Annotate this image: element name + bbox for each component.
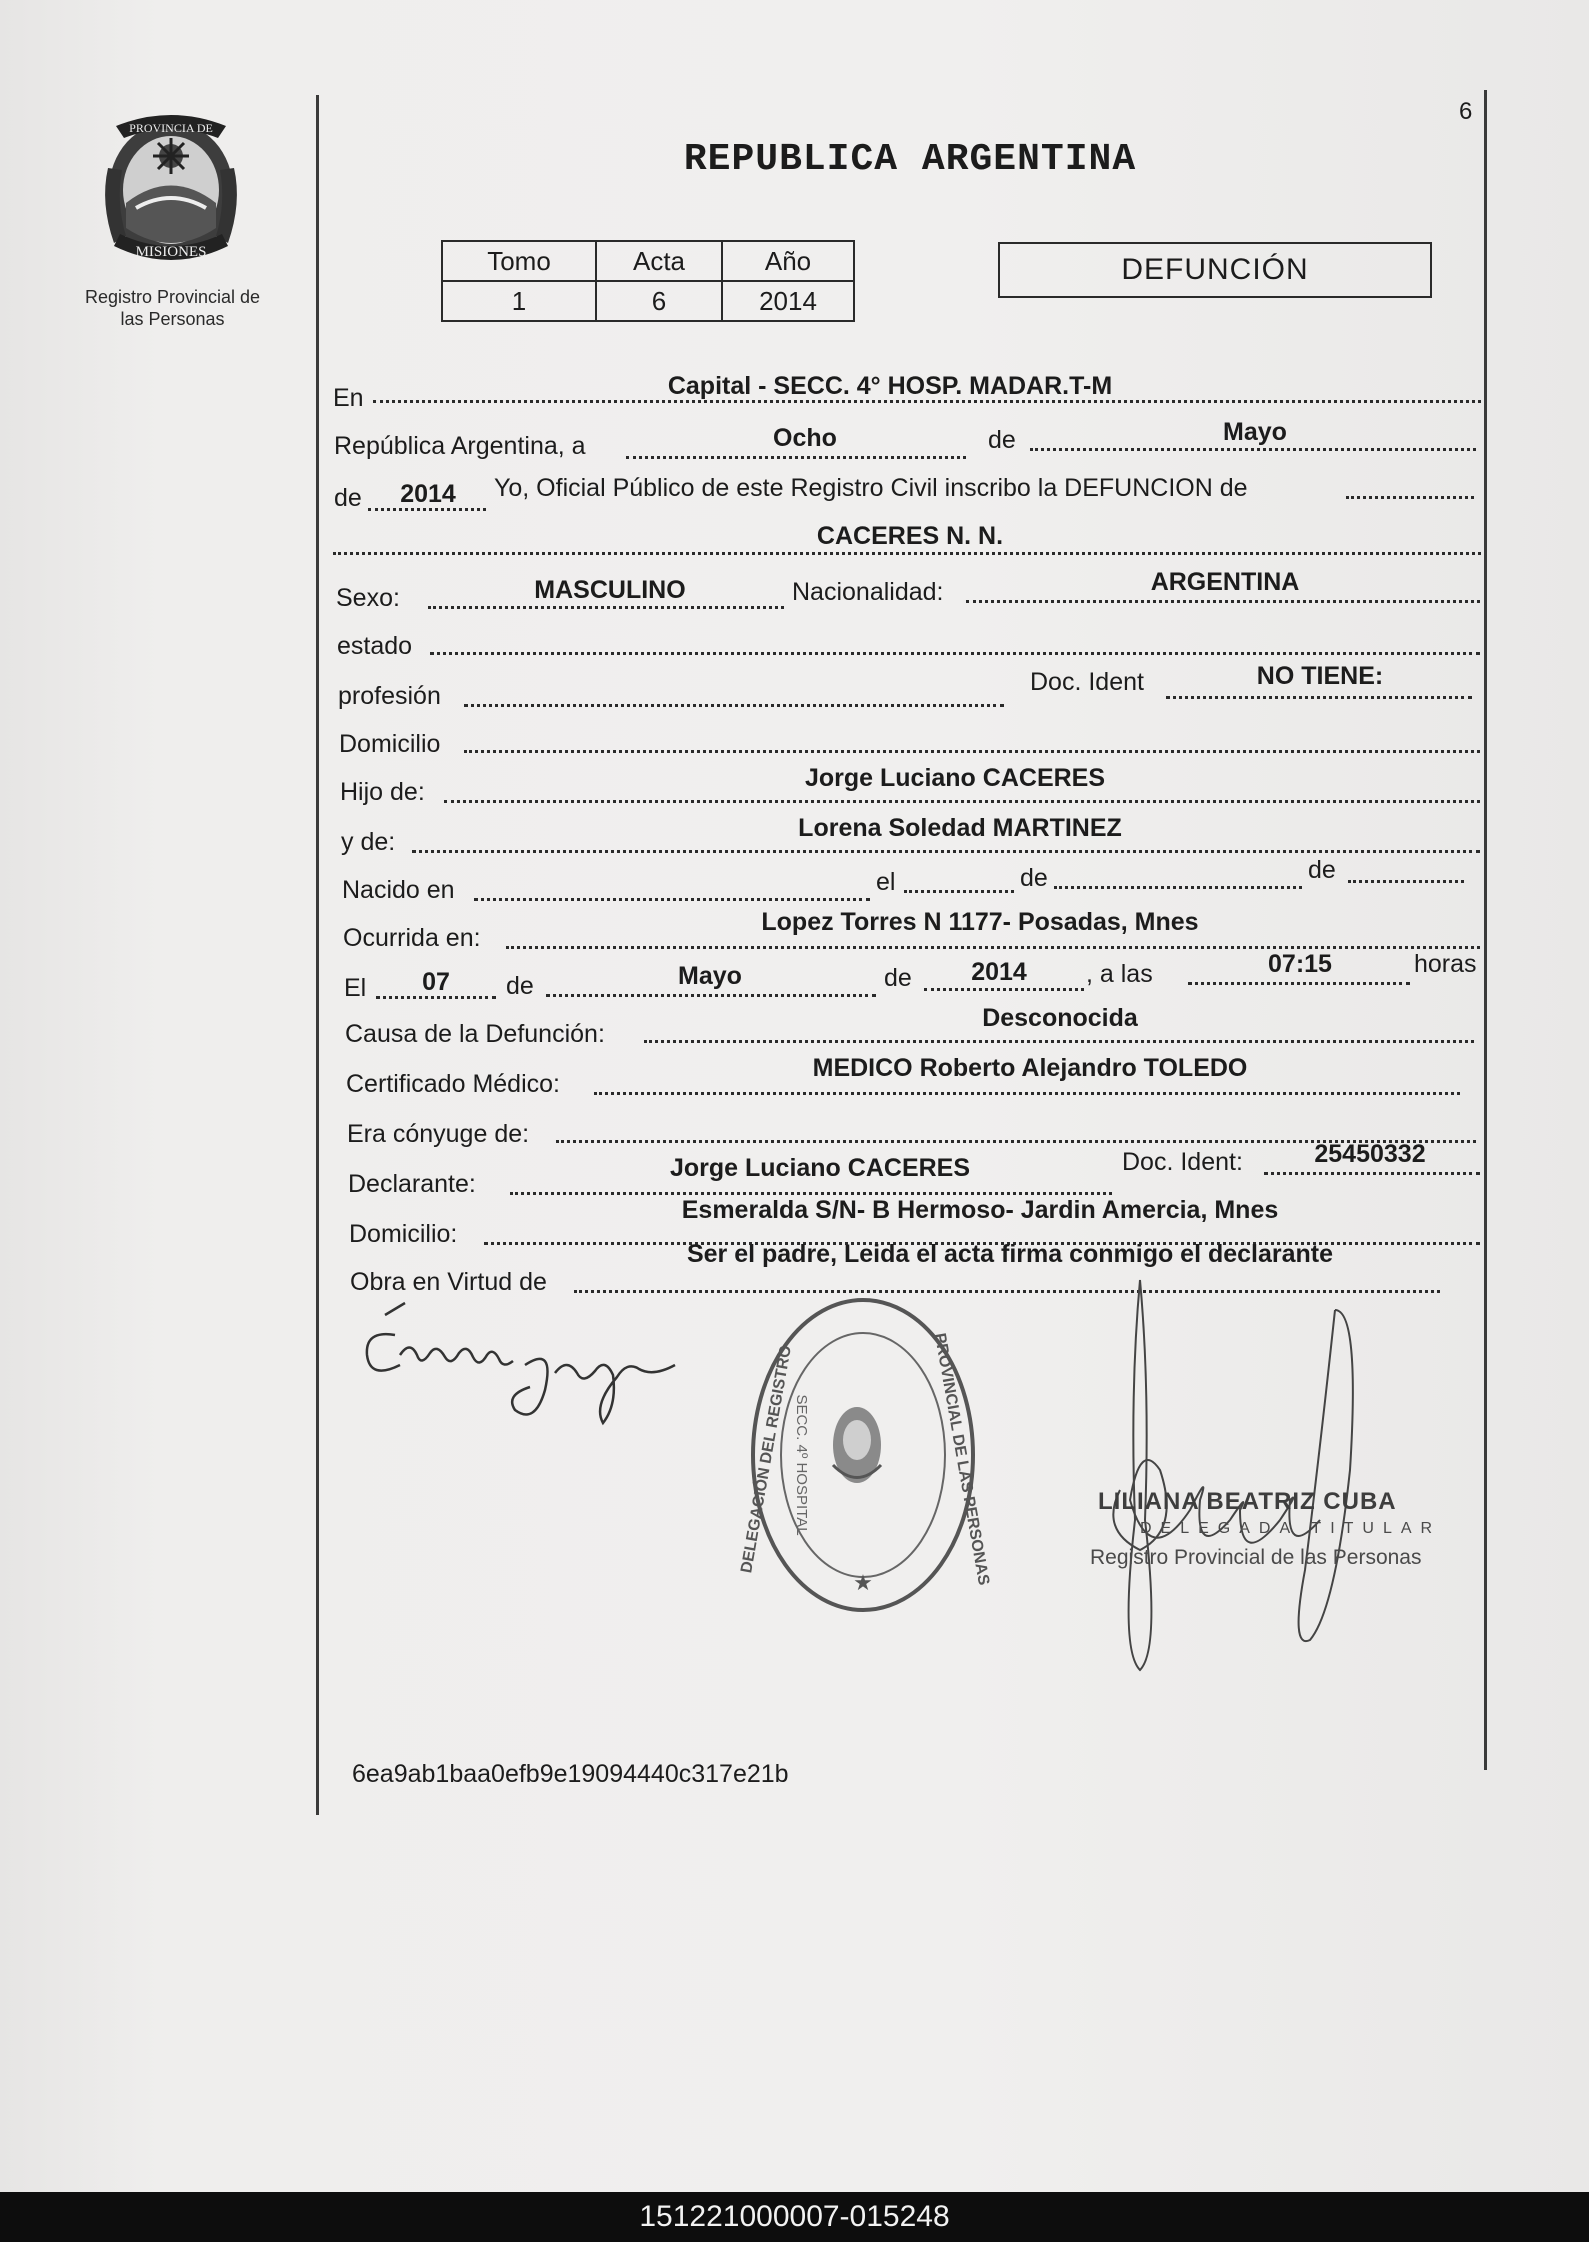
registry-table (441, 240, 855, 322)
field-line (464, 704, 1004, 707)
value-nacionalidad: ARGENTINA (1150, 568, 1300, 596)
acta-header: Acta (596, 241, 722, 281)
page-number: 6 (1459, 98, 1473, 125)
field-line (464, 750, 1480, 753)
field-line (924, 988, 1084, 991)
label-de: de (506, 972, 534, 1000)
field-line (546, 994, 876, 997)
field-line (1166, 696, 1472, 699)
official-role: DELEGADA TITULAR (1140, 1520, 1442, 1537)
label-domicilio: Domicilio (339, 730, 441, 758)
label-declarante: Declarante: (348, 1170, 476, 1198)
value-dia-inscripcion: Ocho (773, 424, 837, 452)
label-hijo-de: Hijo de: (340, 778, 425, 806)
label-estado: estado (337, 632, 413, 660)
field-line (1054, 886, 1302, 889)
field-line (510, 1192, 1112, 1195)
svg-text:PROVINCIA DE: PROVINCIA DE (129, 121, 213, 135)
label-el: el (876, 868, 896, 896)
label-yo: Yo, Oficial Público de este Registro Civil inscribo la DEFUNCION de (494, 474, 1248, 502)
field-line (428, 606, 784, 609)
label-republica: República Argentina, a (334, 432, 586, 460)
label-de: de (334, 484, 362, 512)
label-a-las: , a las (1086, 960, 1153, 988)
right-margin-line (1484, 90, 1487, 1770)
value-mes-defuncion: Mayo (678, 962, 742, 990)
value-anio-inscripcion: 2014 (400, 480, 456, 508)
official-org: Registro Provincial de las Personas (1090, 1546, 1422, 1569)
field-line (474, 898, 870, 901)
value-obra-en-virtud: Ser el padre, Leida el acta firma conmigo el declarante (686, 1240, 1334, 1268)
field-line (412, 850, 1480, 853)
label-y-de: y de: (341, 828, 396, 856)
label-causa: Causa de la Defunción: (345, 1020, 605, 1048)
record-type-box: DEFUNCIÓN (998, 242, 1432, 298)
value-declarante-domicilio: Esmeralda S/N- B Hermoso- Jardin Amercia, Mnes (681, 1196, 1279, 1224)
footer-barcode-code: 151221000007-015248 (0, 2192, 1589, 2242)
document-hash: 6ea9ab1baa0efb9e19094440c317e21b (352, 1760, 789, 1788)
label-nacionalidad: Nacionalidad: (792, 578, 944, 606)
label-horas: horas (1414, 950, 1477, 978)
logo-caption-line2: las Personas (120, 309, 225, 329)
svg-text:DELEGACIÓN DEL REGISTRO: DELEGACIÓN DEL REGISTRO (738, 1344, 795, 1575)
left-margin-line (316, 95, 319, 1815)
official-signature (1080, 1270, 1430, 1690)
document-title: REPUBLICA ARGENTINA (683, 138, 1137, 181)
label-profesion: profesión (338, 682, 441, 710)
value-lugar-defuncion: Lopez Torres N 1177- Posadas, Mnes (761, 908, 1199, 936)
logo-caption (60, 286, 285, 330)
tomo-header: Tomo (442, 241, 596, 281)
value-madre: Lorena Soledad MARTINEZ (798, 814, 1122, 842)
field-line (904, 890, 1014, 893)
label-de: de (1020, 864, 1048, 892)
value-certificado: MEDICO Roberto Alejandro TOLEDO (812, 1054, 1248, 1082)
label-en: En (333, 384, 364, 412)
value-anio-defuncion: 2014 (971, 958, 1027, 986)
official-name: LILIANA BEATRIZ CUBA (1098, 1488, 1397, 1515)
label-doc-ident: Doc. Ident (1030, 668, 1144, 696)
label-el-cap: El (344, 974, 367, 1002)
field-line (333, 552, 1481, 555)
value-lugar: Capital - SECC. 4° HOSP. MADAR.T-M (667, 372, 1113, 400)
label-de: de (988, 426, 1016, 454)
value-doc-ident: NO TIENE: (1256, 662, 1384, 690)
value-hora-defuncion: 07:15 (1268, 950, 1332, 978)
svg-text:★: ★ (853, 1570, 873, 1595)
label-nacido-en: Nacido en (342, 876, 455, 904)
field-line (1264, 1172, 1480, 1175)
label-certificado: Certificado Médico: (346, 1070, 560, 1098)
field-line (966, 600, 1480, 603)
value-declarante-doc: 25450332 (1314, 1140, 1426, 1168)
svg-text:MISIONES: MISIONES (135, 244, 207, 260)
svg-text:PROVINCIAL DE LAS PERSONAS: PROVINCIAL DE LAS PERSONAS (930, 1331, 993, 1587)
label-doc-ident2: Doc. Ident: (1122, 1148, 1243, 1176)
tomo-value: 1 (442, 281, 596, 321)
field-line (626, 456, 966, 459)
field-line (644, 1040, 1474, 1043)
svg-text:SECC. 4º HOSPITAL: SECC. 4º HOSPITAL (793, 1394, 810, 1536)
field-line (430, 652, 1480, 655)
logo-caption-line1: Registro Provincial de (84, 287, 261, 307)
label-domicilio2: Domicilio: (349, 1220, 458, 1248)
value-sexo: MASCULINO (534, 576, 686, 604)
anio-header: Año (722, 241, 854, 281)
province-coat-of-arms-logo (96, 108, 246, 268)
value-mes-inscripcion: Mayo (1223, 418, 1287, 446)
field-line (444, 800, 1480, 803)
field-line (1346, 496, 1474, 499)
field-line (1030, 448, 1476, 451)
field-line (1188, 982, 1410, 985)
value-causa: Desconocida (982, 1004, 1138, 1032)
value-padre: Jorge Luciano CACERES (804, 764, 1106, 792)
label-obra: Obra en Virtud de (350, 1268, 547, 1296)
field-line (1348, 880, 1464, 883)
anio-value: 2014 (722, 281, 854, 321)
registry-seal-stamp (735, 1290, 993, 1620)
field-line (594, 1092, 1460, 1095)
label-ocurrida-en: Ocurrida en: (343, 924, 481, 952)
label-conyuge: Era cónyuge de: (347, 1120, 530, 1148)
value-dia-defuncion: 07 (422, 968, 450, 996)
value-nombre-fallecido: CACERES N. N. (816, 522, 1004, 550)
declarant-signature (355, 1295, 695, 1435)
value-declarante: Jorge Luciano CACERES (669, 1154, 971, 1182)
label-de: de (1308, 856, 1336, 884)
label-sexo: Sexo: (336, 584, 400, 612)
label-de: de (884, 964, 912, 992)
field-line (506, 946, 1480, 949)
acta-value: 6 (596, 281, 722, 321)
